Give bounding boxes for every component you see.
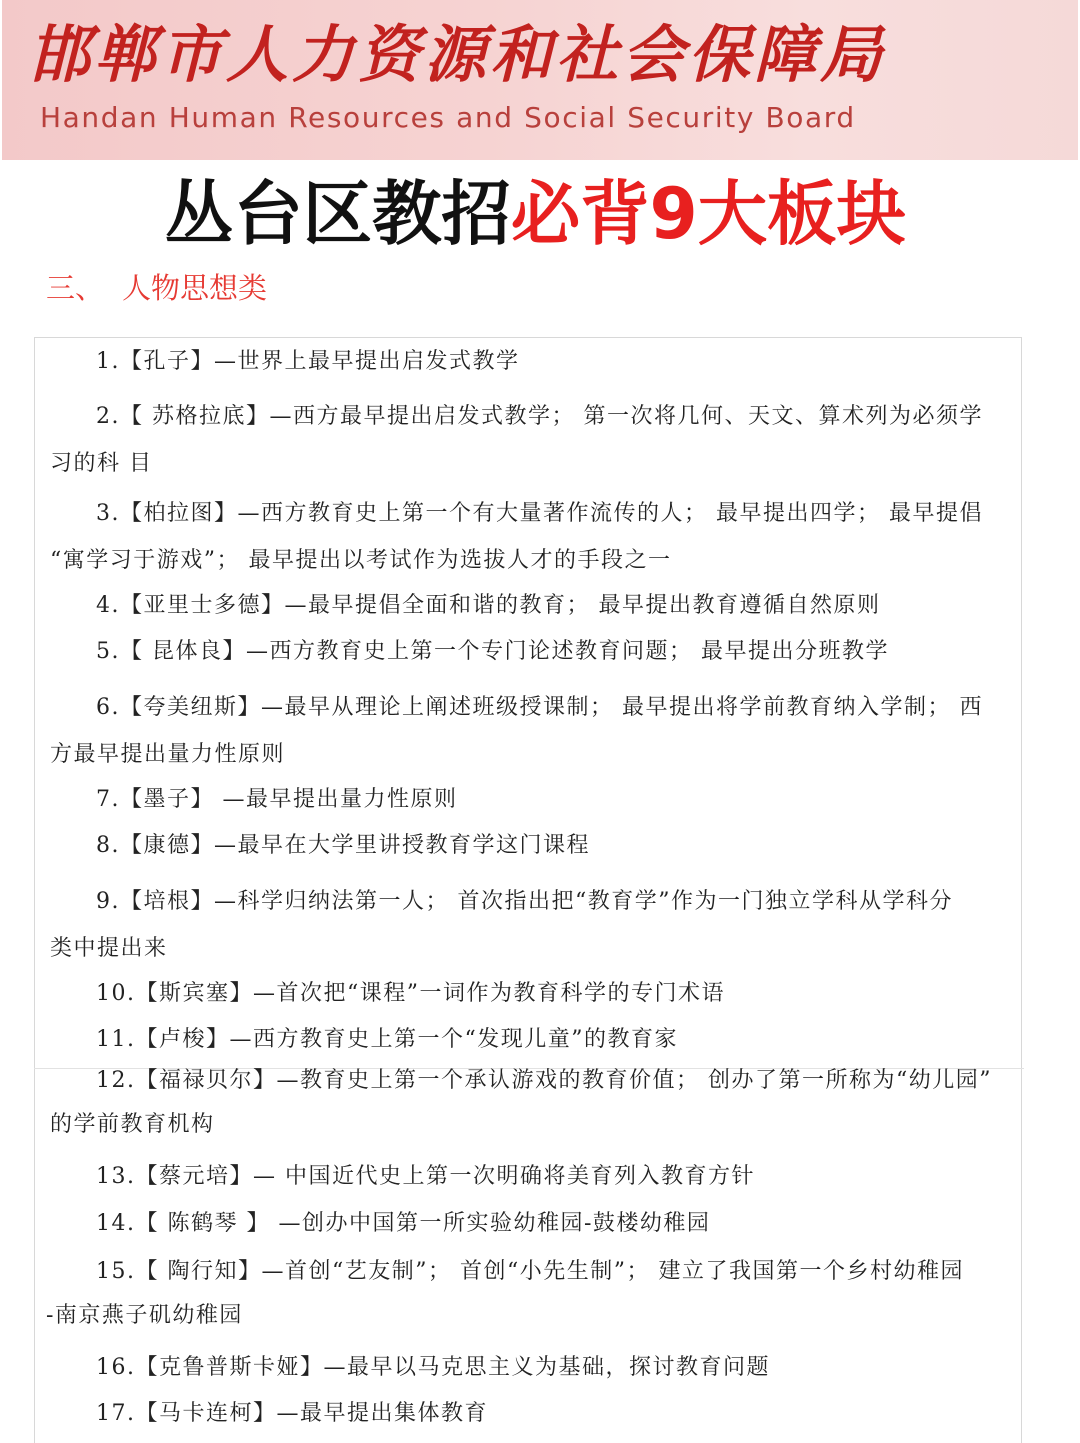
item-line: 3.【柏拉图】—西方教育史上第一个有大量著作流传的人； 最早提出四学； 最早提倡 [96, 501, 983, 526]
item-line: 15.【 陶行知】—首创“艺友制”； 首创“小先生制”； 建立了我国第一个乡村幼稚园 [96, 1259, 964, 1284]
item-line: 9.【培根】—科学归纳法第一人； 首次指出把“教育学”作为一门独立学科从学科分 [96, 889, 953, 914]
item-line: 11.【卢梭】—西方教育史上第一个“发现儿童”的教育家 [96, 1027, 678, 1052]
item-line: 7.【墨子】 —最早提出量力性原则 [96, 787, 458, 812]
item-line-continuation: 类中提出来 [50, 936, 168, 961]
item-line-continuation: 的学前教育机构 [50, 1112, 215, 1137]
banner-title-chinese: 邯郸市人力资源和社会保障局 [28, 18, 887, 91]
item-line: 10.【斯宾塞】—首次把“课程”一词作为教育科学的专门术语 [96, 981, 725, 1006]
item-line: 14.【 陈鹤琴 】 —创办中国第一所实验幼稚园-鼓楼幼稚园 [96, 1211, 711, 1236]
item-line: 6.【夸美纽斯】—最早从理论上阐述班级授课制； 最早提出将学前教育纳入学制； 西 [96, 695, 983, 720]
item-line-continuation: -南京燕子矶幼稚园 [46, 1303, 243, 1328]
item-line: 17.【马卡连柯】—最早提出集体教育 [96, 1401, 488, 1426]
page-title-red: 必背9大板块 [510, 173, 906, 255]
item-line: 4.【亚里士多德】—最早提倡全面和谐的教育； 最早提出教育遵循自然原则 [96, 593, 881, 618]
item-line: 5.【 昆体良】—西方教育史上第一个专门论述教育问题； 最早提出分班教学 [96, 639, 889, 664]
item-line-continuation: “寓学习于游戏”； 最早提出以考试作为选拔人才的手段之一 [50, 548, 672, 573]
section-title: 人物思想类 [122, 271, 268, 305]
header-banner [2, 0, 1078, 160]
item-line: 16.【克鲁普斯卡娅】—最早以马克思主义为基础，探讨教育问题 [96, 1355, 770, 1380]
section-number: 三、 [46, 271, 105, 305]
section-heading [46, 268, 267, 308]
item-line: 8.【康德】—最早在大学里讲授教育学这门课程 [96, 833, 590, 858]
item-line: 2.【 苏格拉底】—西方最早提出启发式教学； 第一次将几何、天文、算术列为必须学 [96, 404, 983, 429]
item-line: 13.【蔡元培】— 中国近代史上第一次明确将美育列入教育方针 [96, 1164, 755, 1189]
page-title [0, 172, 1070, 256]
page-title-black: 丛台区教招 [164, 173, 511, 255]
item-line: 1.【孔子】—世界上最早提出启发式教学 [96, 349, 520, 374]
item-line-continuation: 习的科 目 [50, 451, 153, 476]
item-line: 12.【福禄贝尔】—教育史上第一个承认游戏的教育价值； 创办了第一所称为“幼儿园” [96, 1068, 992, 1093]
banner-title-english: Handan Human Resources and Social Security Board [40, 101, 856, 134]
item-line-continuation: 方最早提出量力性原则 [50, 742, 286, 767]
